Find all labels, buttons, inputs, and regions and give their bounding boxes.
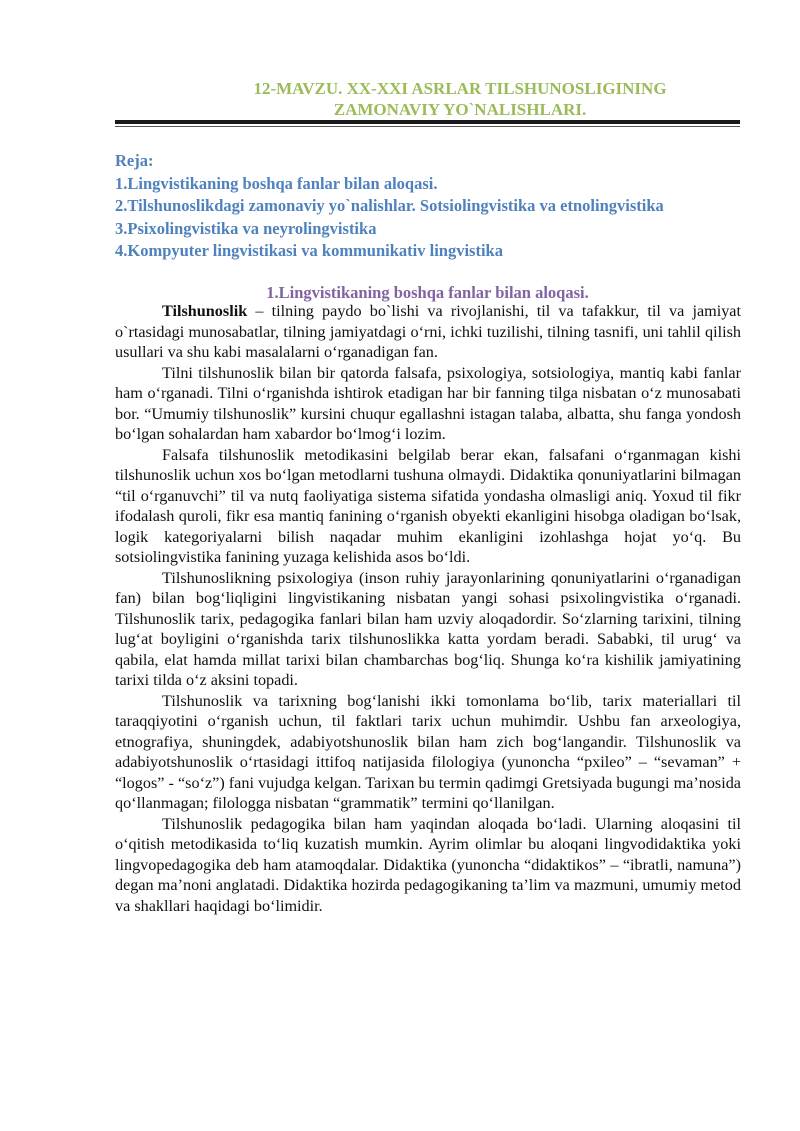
document-title (200, 78, 720, 120)
paragraph-1 (115, 301, 741, 363)
plan-item-3: 3.Psixolingvistika va neyrolingvistika (115, 218, 377, 238)
lesson-plan (115, 150, 755, 263)
plan-item-2: 2.Tilshunoslikdagi zamonaviy yo`nalishlar. Sotsiolingvistika va etnolingvistika (115, 196, 664, 215)
paragraph-text: Tilshunoslik pedagogika bilan ham yaqindan aloqada bo‘ladi. Ularning aloqasini til o‘qitish metodikasida to‘liq kuzatish mumkin. Ayrim olimlar bu aloqani lingvodidaktika yoki lingvopedagogika deb ham atamoqdalar. Didaktika (yunoncha “didaktikos” – “ibratli, namuna”) degan ma’noni anglatadi. Didaktika hozirda pedagogikaning ta’lim va mazmuni, umumiy metod va shakllari haqidagi bo‘limidir. (115, 814, 741, 915)
plan-item-1: 1.Lingvistikaning boshqa fanlar bilan aloqasi. (115, 173, 438, 193)
paragraph-2 (115, 363, 741, 445)
paragraph-text: Tilshunoslikning psixologiya (inson ruhiy jarayonlarining qonuniyatlarini o‘rganadigan fan) bilan bog‘liqligini lingvistikaning nisbatan yangi sohasi psixolingvistika o‘rganadi. Tilshunoslik tarix, pedagogika fanlari bilan ham uzviy aloqadordir. So‘zlarning tarixini, tilning lug‘at boyligini o‘rganishda tarix tilshunoslikka katta yordam beradi. Sababki, til urug‘ va qabila, elat hamda millat tarixi bilan chambarchas bog‘liq. Shunga ko‘ra kishilik jamiyatining tarixi tilda o‘z aksini topadi. (115, 568, 741, 689)
section-title: 1.Lingvistikaning boshqa fanlar bilan aloqasi. (266, 283, 589, 302)
paragraph-5 (115, 691, 741, 814)
paragraph-6 (115, 814, 741, 917)
title-line-2: ZAMONAVIY YO`NALISHLARI. (333, 100, 587, 119)
paragraph-4 (115, 568, 741, 691)
paragraph-text: Tilshunoslik va tarixning bog‘lanishi ikki tomonlama bo‘lib, tarix materiallari til taraqqiyotini o‘rganish uchun, til faktlari tarix uchun muhimdir. Ushbu fan arxeologiya, etnografiya, shuningdek, adabiyotshunoslik bilan ham zich bog‘langandir. Tilshunoslik va adabiyotshunoslik o‘rtasidagi ittifoq natijasida filologiya (yunoncha “pxileo” – “sevaman” + “logos” - “so‘z”) fani vujudga kelgan. Tarixan bu termin qadimgi Gretsiyada bugungi ma’nosida qo‘llanmagan; filologga nisbatan “grammatik” termini qo‘llanilgan. (115, 691, 741, 812)
title-divider-thin (115, 126, 740, 127)
title-line-1: 12-MAVZU. XX-XXI ASRLAR TILSHUNOSLIGINING (253, 79, 667, 98)
plan-item-4: 4.Kompyuter lingvistikasi va kommunikativ lingvistika (115, 241, 503, 260)
paragraph-3 (115, 445, 741, 568)
paragraph-text: Falsafa tilshunoslik metodikasini belgilab berar ekan, falsafani o‘rganmagan kishi tilshunoslik uchun xos bo‘lgan metodlarni tushuna olmaydi. Didaktika qonuniyatlarini bilmagan “til o‘rganuvchi” til va nutq faoliyatiga sistema sifatida yondasha olmasligi aniq. Yoxud til fikr ifodalash quroli, fikr esa mantiq fanining o‘rganish obyekti ekanligini hisobga oladigan bo‘lsak, logik kategoriyalarni bilish naqadar muhim ekanligini izohlashga hojat yo‘q. Bu sotsiolingvistika fanining yuzaga kelishida asos bo‘ldi. (115, 445, 741, 566)
title-divider-thick (115, 120, 740, 124)
document-body (115, 301, 741, 916)
paragraph-text: Tilni tilshunoslik bilan bir qatorda falsafa, psixologiya, sotsiologiya, mantiq kabi fanlar ham o‘rganadi. Tilni o‘rganishda ishtirok etadigan har bir fanning tilga nisbatan o‘z munosabati bor. “Umumiy tilshunoslik” kursini chuqur egallashni istagan talaba, albatta, shu fanga yondosh bo‘lgan sohalardan ham xabardor bo‘lmog‘i lozim. (115, 363, 741, 443)
plan-heading: Reja: (115, 151, 154, 170)
paragraph-term: Tilshunoslik (162, 302, 248, 320)
paragraph-text: – tilning paydo bo`lishi va rivojlanishi, til va tafakkur, til va jamiyat o`rtasidagi munosabatlar, tilning jamiyatdagi o‘rni, ichki tuzilishi, tilning tasnifi, uni tahlil qilish usullari va shu kabi masalalarni o‘rganadigan fan. (115, 302, 741, 361)
